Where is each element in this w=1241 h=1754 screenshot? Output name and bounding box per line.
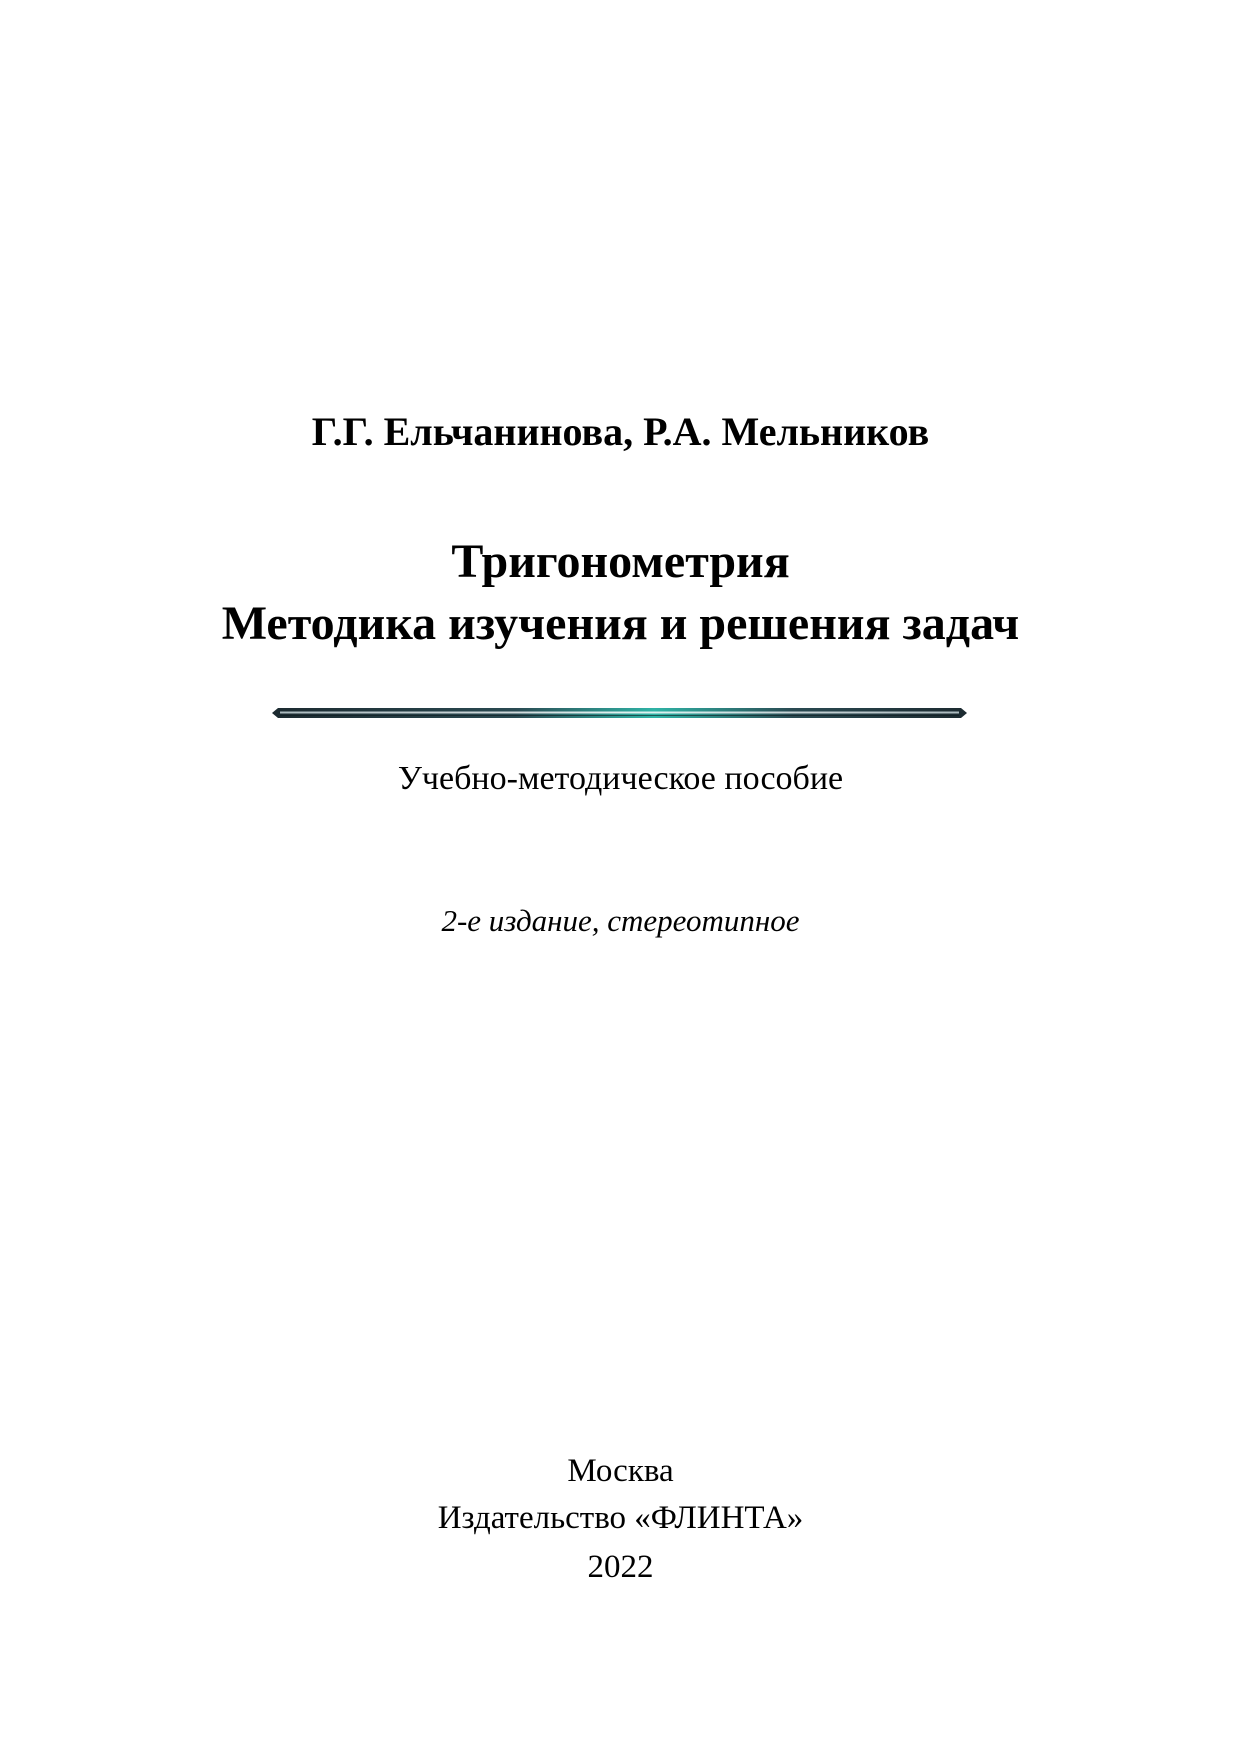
publication-year: 2022 bbox=[587, 1549, 654, 1585]
decorative-divider bbox=[272, 707, 967, 719]
edition-note: 2-е издание, стереотипное bbox=[441, 903, 800, 938]
publisher-name: Издательство «ФЛИНТА» bbox=[437, 1500, 804, 1536]
book-title-line-1: Тригонометрия bbox=[451, 535, 790, 588]
publication-city: Москва bbox=[567, 1453, 674, 1489]
book-title-line-2: Методика изучения и решения задач bbox=[221, 597, 1020, 650]
book-subtitle: Учебно-методическое пособие bbox=[397, 760, 844, 797]
authors: Г.Г. Ельчанинова, Р.А. Мельников bbox=[311, 409, 930, 454]
